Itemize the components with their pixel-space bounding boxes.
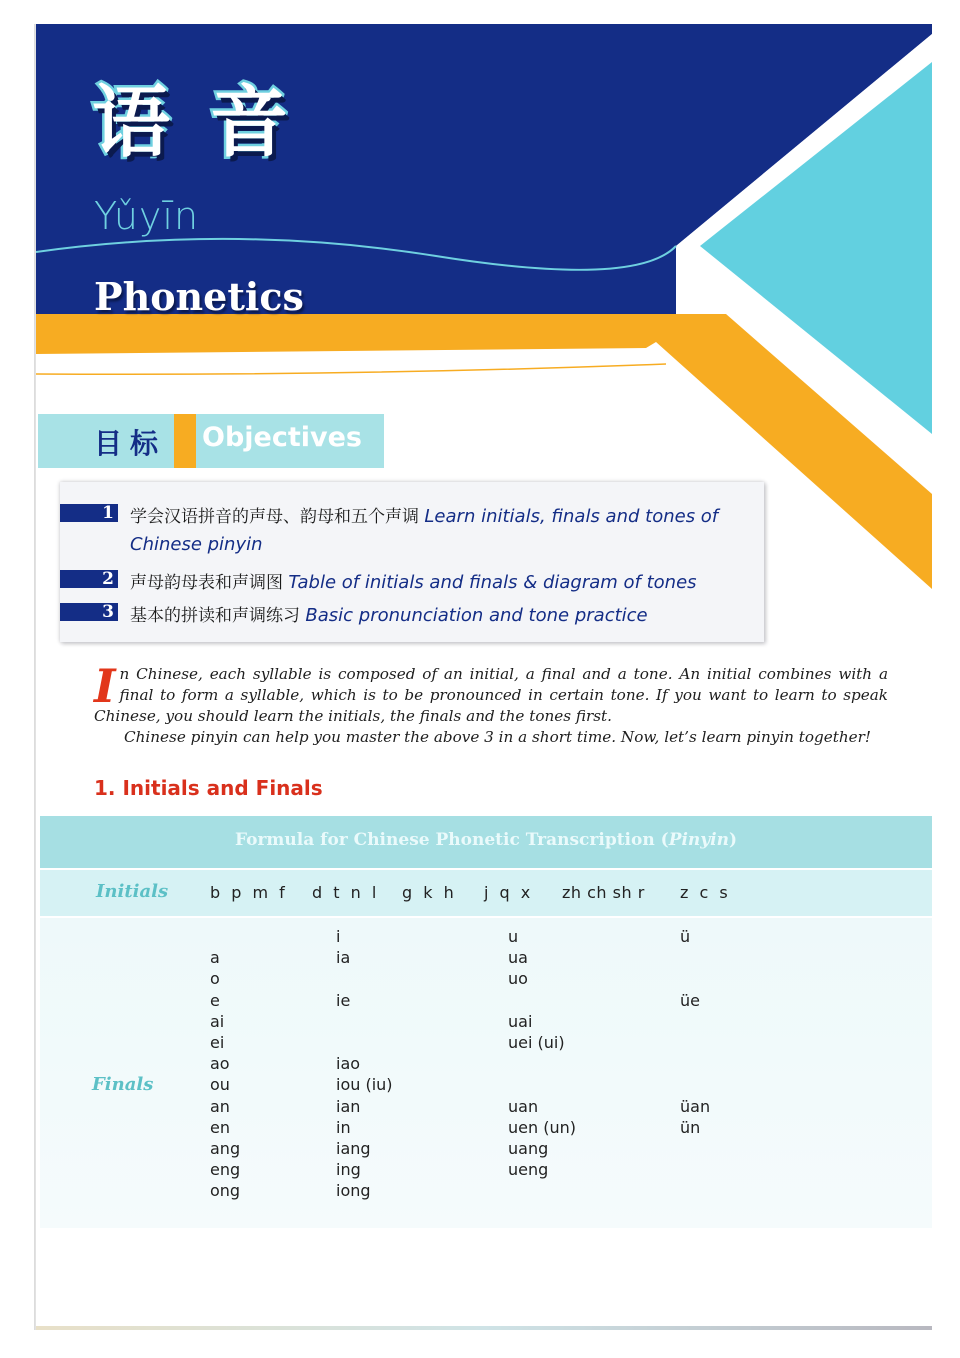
final-cell: ang: [210, 1138, 241, 1158]
final-cell: uo: [508, 969, 528, 989]
final-cell: uai: [508, 1011, 533, 1031]
table-title-text: Formula for Chinese Phonetic Transcription (: [234, 830, 669, 850]
final-cell: [508, 1074, 576, 1095]
table-title: [40, 830, 932, 850]
finals-column-3: [508, 926, 576, 1201]
objective-text-zh: 基本的拼读和声调练习: [130, 606, 300, 626]
final-cell: iao: [336, 1054, 361, 1074]
intro-paragraph-1: [94, 659, 888, 727]
final-cell: iong: [336, 1181, 371, 1201]
title-chinese: 语音: [92, 78, 329, 168]
final-cell: [680, 1011, 710, 1032]
initials-group: g k h: [402, 883, 457, 902]
final-cell: uen (un): [508, 1117, 576, 1137]
intro-paragraph-2: Chinese pinyin can help you master the above 3 in a short time. Now, let’s learn pinyin together!: [124, 728, 871, 746]
title-english: Phonetics: [94, 274, 304, 319]
final-cell: ü: [680, 927, 691, 946]
final-cell: [680, 947, 710, 968]
final-cell: a: [210, 948, 220, 968]
final-cell: [680, 1053, 710, 1074]
drop-cap: I: [94, 659, 116, 713]
initials-group: j q x: [484, 883, 534, 902]
objective-text-zh: 声母韵母表和声调图: [130, 573, 283, 593]
table-title-italic: Pinyin: [668, 830, 729, 850]
finals-area: [40, 918, 932, 1228]
objective-text-zh: 学会汉语拼音的声母、韵母和五个声调: [130, 507, 419, 527]
final-cell: i: [336, 927, 341, 946]
section-heading: 1. Initials and Finals: [94, 776, 323, 800]
final-cell: ün: [680, 1117, 701, 1137]
final-cell: üe: [680, 990, 700, 1010]
objectives-header: [38, 414, 384, 468]
final-cell: [680, 1159, 710, 1180]
final-cell: ian: [336, 1096, 361, 1116]
table-title-bar: [40, 816, 932, 868]
table-title-suffix: ): [728, 830, 738, 850]
intro-text: [94, 659, 888, 748]
final-cell: ua: [508, 948, 528, 968]
initials-row: [40, 870, 932, 916]
final-cell: ai: [210, 1011, 225, 1031]
final-cell: [680, 1074, 710, 1095]
objective-text-en: Learn initials, finals and tones of: [424, 506, 719, 527]
initials-group: b p m f: [210, 883, 288, 902]
finals-column-4: [680, 926, 710, 1201]
final-cell: u: [508, 927, 519, 946]
objective-text-en: Basic pronunciation and tone practice: [305, 605, 648, 626]
final-cell: [680, 1032, 710, 1053]
title-pinyin: Yǔyīn: [94, 194, 200, 238]
final-cell: [508, 990, 576, 1011]
final-cell: e: [210, 990, 220, 1010]
final-cell: o: [210, 969, 220, 989]
initials-label: Initials: [96, 881, 169, 902]
final-cell: en: [210, 1117, 230, 1137]
objective-number-badge: 1: [60, 504, 118, 522]
final-cell: in: [336, 1117, 351, 1137]
final-cell: iang: [336, 1138, 371, 1158]
objective-number-badge: 2: [60, 570, 118, 588]
initials-group: zh ch sh r: [562, 883, 645, 902]
final-cell: ei: [210, 1032, 225, 1052]
objectives-orange-marker: [174, 414, 196, 468]
objective-number-badge: 3: [60, 603, 118, 621]
objective-text-en: Table of initials and finals & diagram of tones: [288, 572, 697, 593]
final-cell: an: [210, 1096, 230, 1116]
final-cell: iou (iu): [336, 1075, 393, 1095]
intro-paragraph-1-text: n Chinese, each syllable is composed of an initial, a final and a tone. An initial combines with a final to form a syllable, which is to be pronounced in certain tone. If you want to learn to speak Chinese, you should learn the initials, the finals and the tones first.: [94, 665, 888, 725]
final-cell: [680, 1180, 710, 1201]
final-cell: [680, 968, 710, 989]
textbook-page: [36, 24, 932, 1330]
final-cell: [336, 1011, 393, 1032]
objective-text-en-line2: Chinese pinyin: [130, 534, 263, 555]
initials-group: z c s: [680, 883, 731, 902]
final-cell: [508, 1180, 576, 1201]
objectives-label-en: Objectives: [202, 422, 362, 453]
page-bottom-edge: [36, 1326, 932, 1330]
final-cell: [210, 926, 240, 947]
final-cell: [508, 1053, 576, 1074]
final-cell: uan: [508, 1096, 539, 1116]
final-cell: ia: [336, 948, 351, 968]
final-cell: [680, 1138, 710, 1159]
final-cell: [336, 1032, 393, 1053]
final-cell: uang: [508, 1138, 549, 1158]
final-cell: ou: [210, 1075, 230, 1095]
initials-group: d t n l: [312, 883, 380, 902]
final-cell: ing: [336, 1160, 361, 1180]
finals-label: Finals: [92, 1074, 154, 1095]
final-cell: ueng: [508, 1160, 549, 1180]
final-cell: ong: [210, 1181, 241, 1201]
finals-column-1: [210, 926, 240, 1201]
final-cell: üan: [680, 1096, 711, 1116]
finals-column-2: [336, 926, 393, 1201]
objectives-box: [60, 482, 764, 642]
final-cell: [336, 968, 393, 989]
final-cell: ie: [336, 990, 351, 1010]
objectives-label-zh: 目标: [94, 427, 167, 460]
final-cell: eng: [210, 1160, 241, 1180]
final-cell: uei (ui): [508, 1032, 565, 1052]
final-cell: ao: [210, 1054, 230, 1074]
